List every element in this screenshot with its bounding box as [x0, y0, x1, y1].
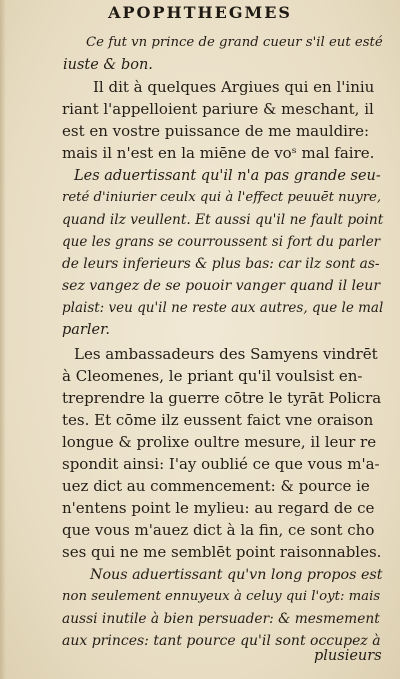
- running-head: APOPHTHEGMES: [108, 3, 292, 22]
- text-line: spondit ainsi: I'ay oublié ce que vous m'a-: [62, 455, 380, 473]
- text-line: treprendre la guerre cōtre le tyrāt Policra: [62, 389, 382, 407]
- catchword: plusieurs: [314, 648, 382, 664]
- text-line: Nous aduertissant qu'vn long propos est: [90, 567, 383, 583]
- text-line: aux princes: tant pource qu'il sont occupez à: [62, 633, 381, 649]
- text-line: Il dit à quelques Argiues qui en l'iniu: [93, 78, 375, 96]
- text-line: à Cleomenes, le priant qu'il voulsist en-: [62, 367, 363, 385]
- text-line: uez dict au commencement: & pource ie: [62, 477, 370, 495]
- text-line: Les aduertissant qu'il n'a pas grande seu-: [74, 168, 381, 184]
- text-line: n'entens point le mylieu: au regard de ce: [62, 499, 375, 517]
- text-line: longue & prolixe oultre mesure, il leur re: [62, 433, 377, 451]
- text-line: quand ilz veullent. Et aussi qu'il ne fault point: [62, 212, 384, 228]
- text-line: reté d'iniurier ceulx qui à l'effect peuuēt nuyre,: [62, 190, 382, 205]
- text-line: que les grans se courroussent si fort du parler: [62, 234, 381, 250]
- text-line: est en vostre puissance de me mauldire:: [62, 122, 370, 140]
- text-line: tes. Et cōme ilz eussent faict vne oraison: [62, 411, 374, 429]
- text-line: sez vangez de se pouoir vanger quand il leur: [62, 278, 381, 294]
- text-line: Ce fut vn prince de grand cueur s'il eut esté: [86, 35, 383, 50]
- text-line: Les ambassadeurs des Samyens vindrēt: [74, 345, 378, 363]
- text-line: aussi inutile à bien persuader: & mesmement: [62, 611, 380, 627]
- text-line: iuste & bon.: [63, 57, 153, 73]
- text-line: que vous m'auez dict à la fin, ce sont cho: [62, 521, 375, 539]
- text-line: parler.: [62, 322, 111, 338]
- text-line: plaist: veu qu'il ne reste aux autres, que le mal: [62, 300, 384, 316]
- text-line: riant l'appelloient pariure & meschant, il: [62, 100, 374, 118]
- text-line: ses qui ne me semblēt point raisonnables.: [62, 543, 382, 561]
- text-line: mais il n'est en la miēne de voˢ mal faire.: [62, 144, 375, 162]
- text-line: de leurs inferieurs & plus bas: car ilz sont as-: [62, 256, 380, 272]
- text-line: non seulement ennuyeux à celuy qui l'oyt: mais: [62, 589, 381, 604]
